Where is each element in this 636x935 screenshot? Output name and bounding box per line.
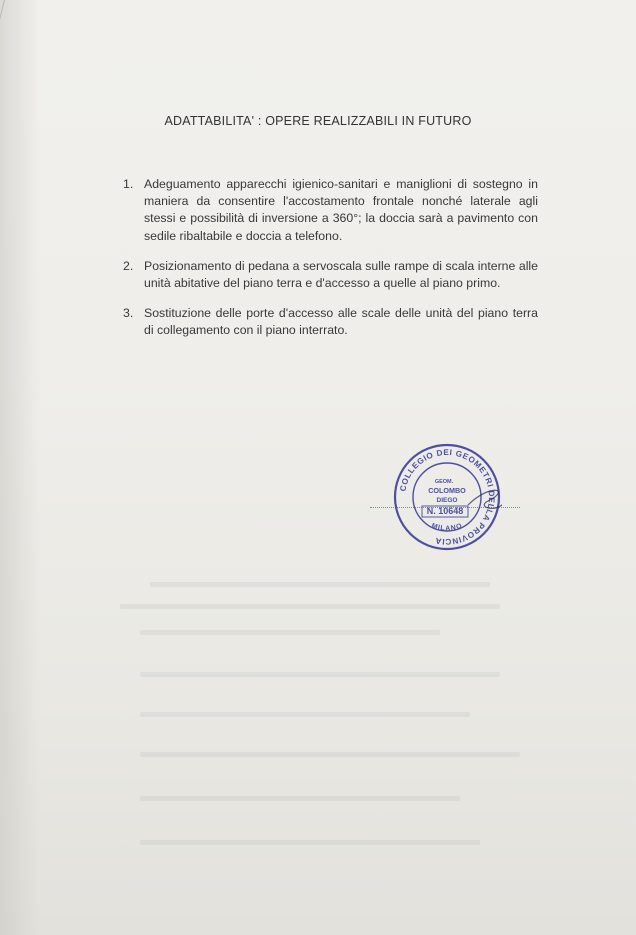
- seal-line-2: COLOMBO: [428, 486, 466, 495]
- professional-seal-stamp: [392, 443, 502, 551]
- bleed-through-line: [140, 630, 440, 635]
- seal-line-1: GEOM.: [434, 479, 454, 485]
- bleed-through-line: [140, 840, 480, 845]
- seal-number: N. 10648: [426, 506, 464, 516]
- bleed-through-line: [140, 752, 520, 757]
- item-number: 1.: [123, 177, 134, 191]
- list-item: [120, 305, 538, 339]
- bleed-through-line: [140, 672, 500, 677]
- document-title: ADATTABILITA' : OPERE REALIZZABILI IN FUTURO: [164, 114, 472, 128]
- item-text: Adeguamento apparecchi igienico-sanitari e maniglioni di sostegno in maniera da consentire l'accostamento frontale nonché laterale agli stessi e possibilità di inversione a 360°; la doccia sarà a pavimento con sedile ribaltabile e doccia a telefono.: [144, 177, 538, 243]
- list-item: [120, 176, 538, 245]
- signature-stroke: [468, 490, 502, 508]
- svg-text:MILANO: [430, 523, 463, 533]
- bleed-through-line: [140, 796, 460, 801]
- item-number: 2.: [123, 258, 134, 273]
- seal-bottom-text: MILANO: [430, 522, 464, 533]
- paper-fold: [0, 0, 25, 80]
- seal-ring-text: COLLEGIO DEI GEOMETRI DELLA PROVINCIA: [398, 447, 497, 547]
- seal-line-3: DIEGO: [436, 497, 458, 504]
- bleed-through-line: [120, 604, 500, 609]
- list-item: [120, 258, 538, 292]
- item-number: 3.: [123, 306, 134, 321]
- item-text: Sostituzione delle porte d'accesso alle scale delle unità del piano terra di collegamento con il piano interrato.: [144, 306, 538, 338]
- bleed-through-line: [150, 582, 490, 587]
- item-text: Posizionamento di pedana a servoscala sulle rampe di scala interne alle unità abitative del piano terra e d'accesso a quelle al piano primo.: [144, 258, 538, 291]
- bleed-through-line: [140, 712, 470, 717]
- works-list: [120, 176, 538, 340]
